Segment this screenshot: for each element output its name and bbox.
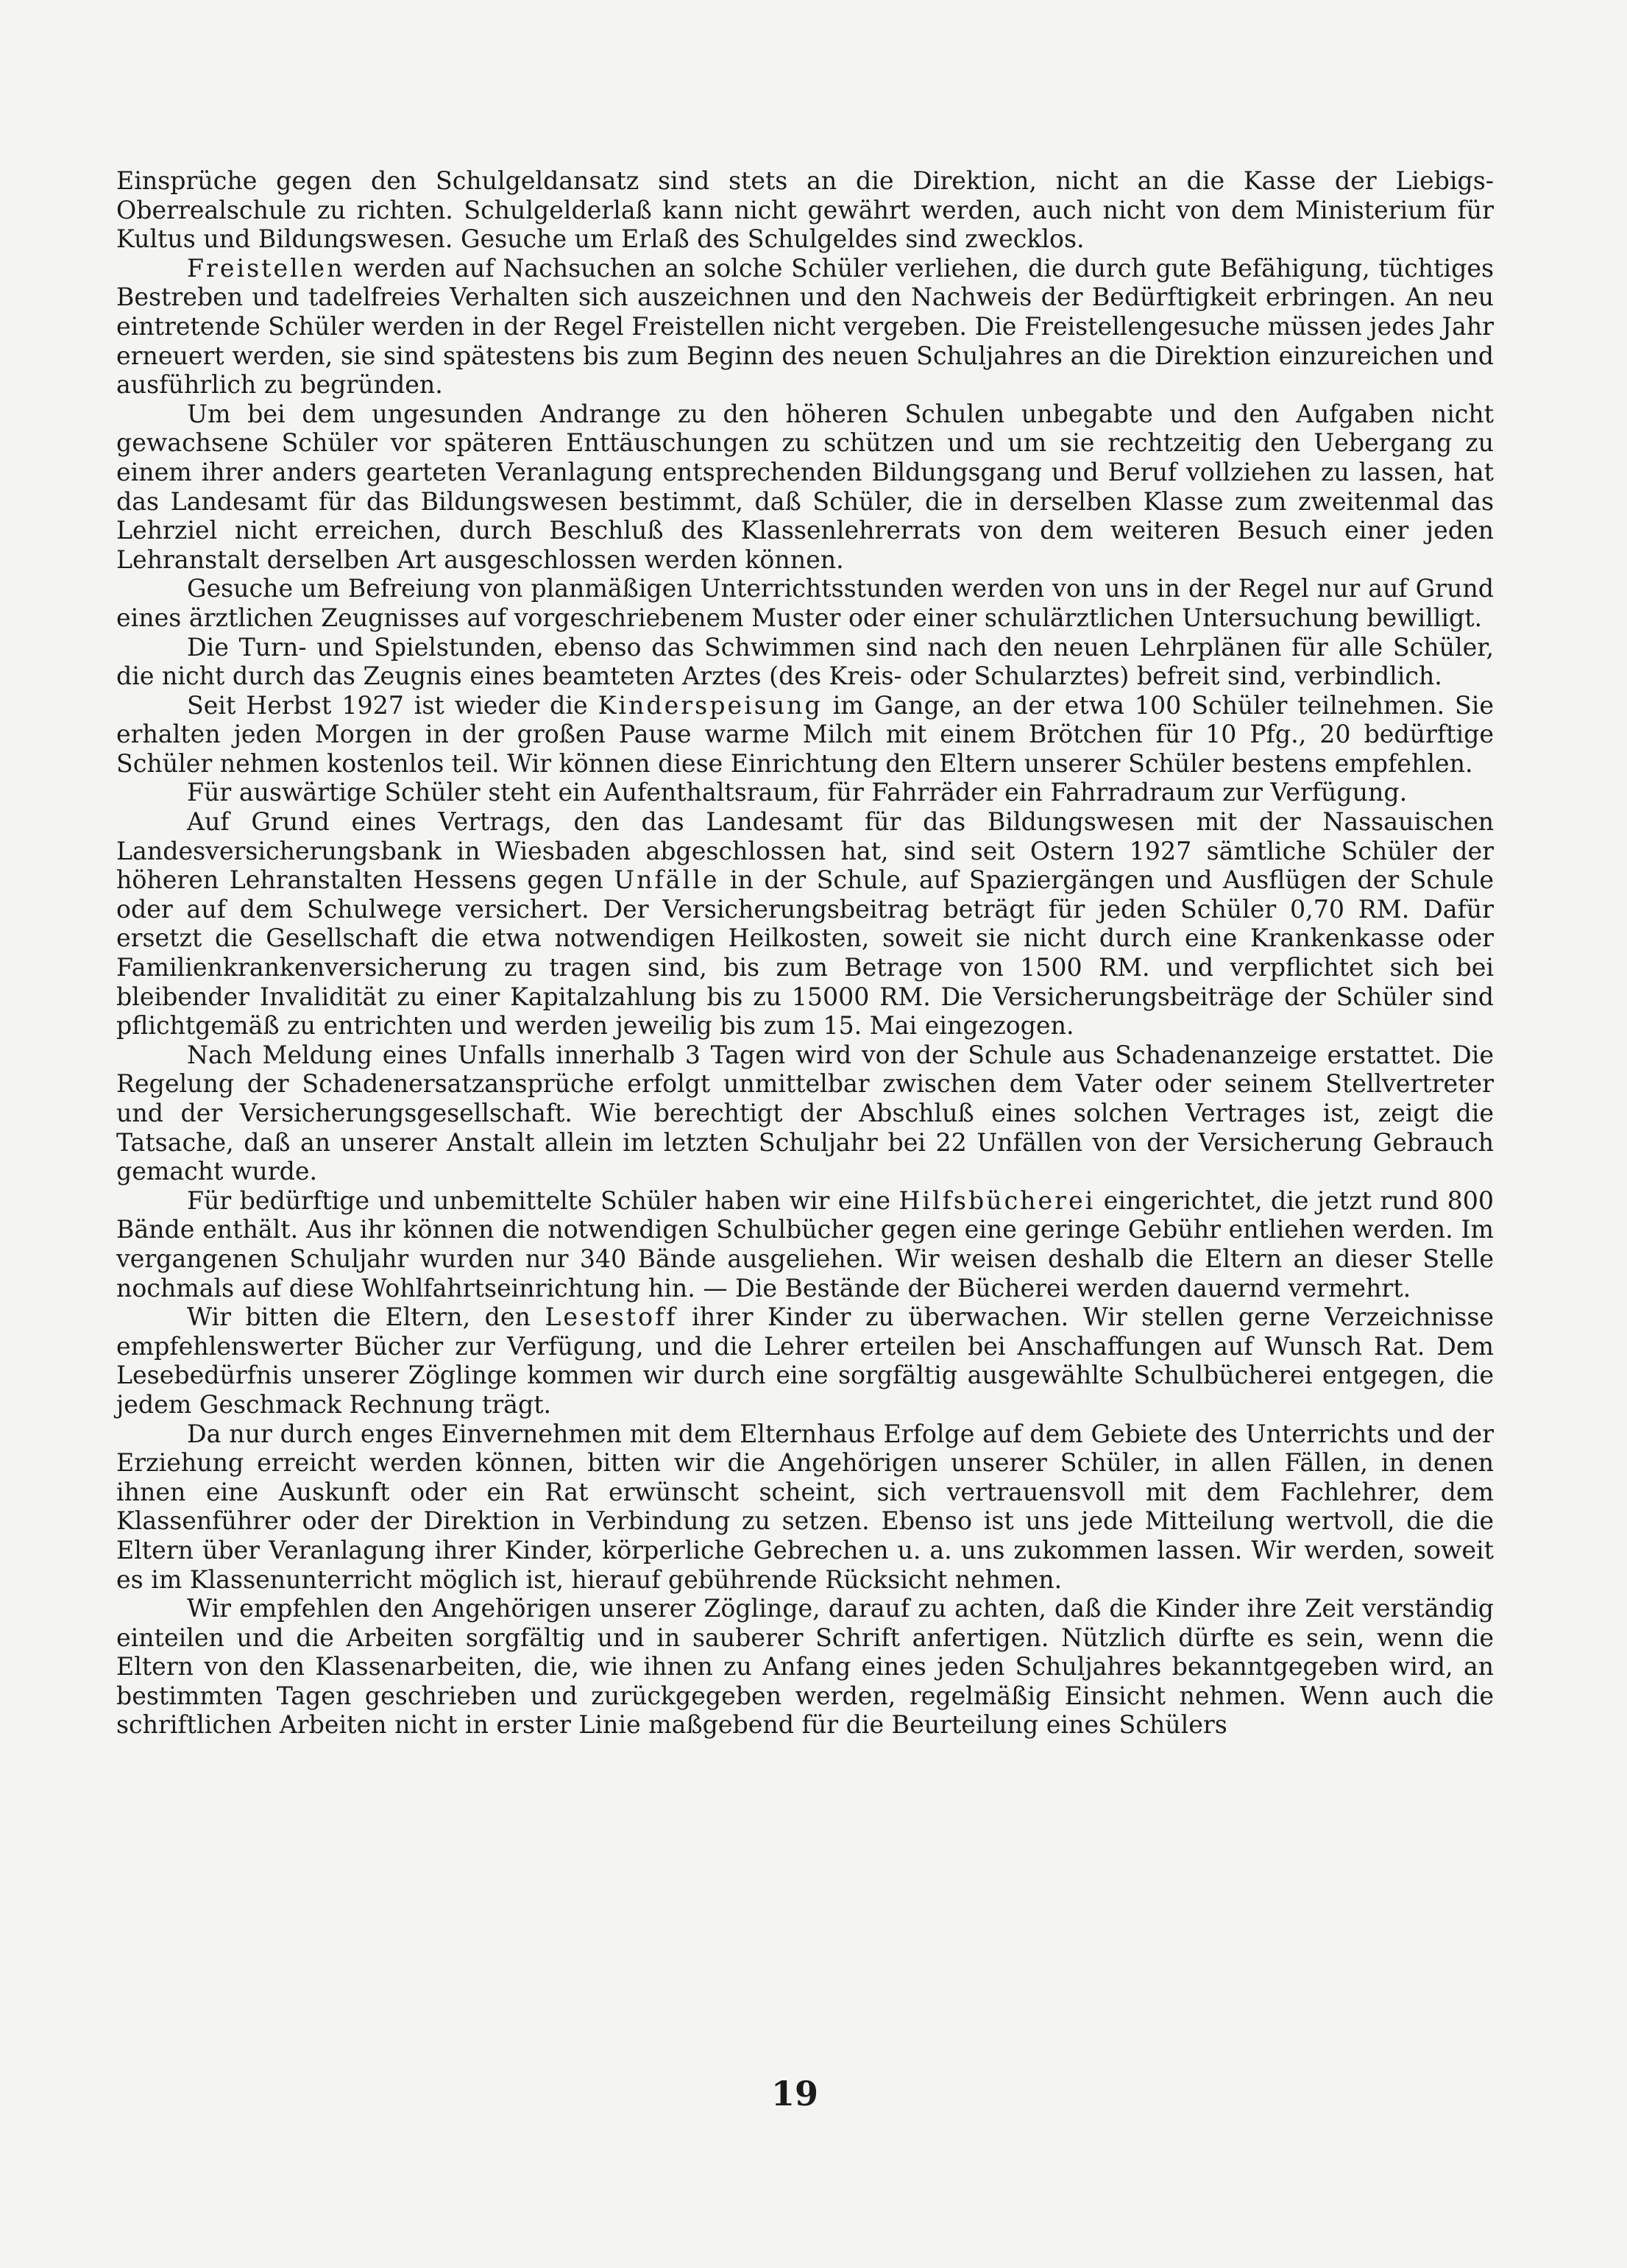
paragraph xyxy=(116,691,1494,779)
emphasized-term: Unfälle xyxy=(614,865,720,895)
paragraph xyxy=(116,574,1494,632)
emphasized-term: Lesestoff xyxy=(545,1303,678,1332)
paragraph-text: Um bei dem ungesunden Andrange zu den höheren Schulen unbegabte und den Aufgaben nicht gewachsene Schüler vor späteren Enttäuschungen zu schützen und um sie rechtzeitig den Uebergang zu einem ihrer anders gearteten Veranlagung entsprechenden Bildungsgang und Beruf vollziehen zu lassen, hat das Landesamt für das Bildungswesen bestimmt, daß Schüler, die in derselben Klasse zum zweitenmal das Lehrziel nicht erreichen, durch Beschluß des Klassenlehrerrats von dem weiteren Besuch einer jeden Lehranstalt derselben Art ausgeschlossen werden können. xyxy=(116,399,1494,574)
paragraph xyxy=(116,633,1494,691)
paragraph-text: Für auswärtige Schüler steht ein Aufenthaltsraum, für Fahrräder ein Fahrradraum zur Verfügung. xyxy=(187,778,1408,807)
paragraph-text: Einsprüche gegen den Schulgeldansatz sind stets an die Direktion, nicht an die Kasse der Liebigs-Oberrealschule zu richten. Schulgelderlaß kann nicht gewährt werden, auch nicht von dem Ministerium für Kultus und Bildungswesen. Gesuche um Erlaß des Schulgeldes sind zwecklos. xyxy=(116,166,1494,254)
paragraph-text: Gesuche um Befreiung von planmäßigen Unterrichtsstunden werden von uns in der Regel nur auf Grund eines ärztlichen Zeugnisses auf vorgeschriebenem Muster oder einer schulärztlichen Untersuchung bewilligt. xyxy=(116,574,1494,632)
paragraph-text: Da nur durch enges Einvernehmen mit dem Elternhaus Erfolge auf dem Gebiete des Unterrichts und der Erziehung erreicht werden können, bitten wir die Angehörigen unserer Schüler, in allen Fällen, in denen ihnen eine Auskunft oder ein Rat erwünscht scheint, sich vertrauensvoll mit dem Fachlehrer, dem Klassenführer oder der Direktion in Verbindung zu setzen. Ebenso ist uns jede Mitteilung wertvoll, die die Eltern über Veranlagung ihrer Kinder, körperliche Gebrechen u. a. uns zukommen lassen. Wir werden, soweit es im Klassenunterricht möglich ist, hierauf gebührende Rücksicht nehmen. xyxy=(116,1419,1494,1594)
emphasized-term: Hilfsbücherei xyxy=(898,1186,1096,1215)
paragraph-text: Die Turn- und Spielstunden, ebenso das Schwimmen sind nach den neuen Lehrplänen für alle Schüler, die nicht durch das Zeugnis eines beamteten Arztes (des Kreis- oder Schularztes) befreit sind, verbindlich. xyxy=(116,632,1494,691)
paragraph xyxy=(116,166,1494,254)
paragraph xyxy=(116,778,1494,807)
paragraph-text: werden auf Nachsuchen an solche Schüler verliehen, die durch gute Befähigung, tüchtiges Bestreben und tadelfreies Verhalten sich auszeichnen und den Nachweis der Bedürftigkeit erbringen. An neu eintretende Schüler werden in der Regel Freistellen nicht vergeben. Die Freistellengesuche müssen jedes Jahr erneuert werden, sie sind spätestens bis zum Beginn des neuen Schuljahres an die Direktion einzureichen und ausführlich zu begründen. xyxy=(116,253,1494,400)
paragraph xyxy=(116,1594,1494,1740)
paragraph xyxy=(116,807,1494,1041)
paragraph xyxy=(116,254,1494,400)
paragraph-text: in der Schule, auf Spaziergängen und Ausflügen der Schule oder auf dem Schulwege versichert. Der Versicherungsbeitrag beträgt für jeden Schüler 0,70 RM. Dafür ersetzt die Gesellschaft die etwa notwendigen Heilkosten, soweit sie nicht durch eine Krankenkasse oder Familienkrankenversicherung zu tragen sind, bis zum Betrage von 1500 RM. und verpflichtet sich bei bleibender Invalidität zu einer Kapitalzahlung bis zu 15000 RM. Die Versicherungsbeiträge der Schüler sind pflichtgemäß zu entrichten und werden jeweilig bis zum 15. Mai eingezogen. xyxy=(116,865,1494,1041)
paragraph-text: ihrer Kinder zu überwachen. Wir stellen gerne Verzeichnisse empfehlenswerter Bücher zur Verfügung, und die Lehrer erteilen bei Anschaffungen auf Wunsch Rat. Dem Lesebedürfnis unserer Zöglinge kommen wir durch eine sorgfältig ausgewählte Schulbücherei entgegen, die jedem Geschmack Rechnung trägt. xyxy=(116,1303,1494,1419)
paragraph xyxy=(116,1186,1494,1303)
paragraph-text: Auf Grund eines Vertrags, den das Landesamt für das Bildungswesen mit der Nassauischen Landesversicherungsbank in Wiesbaden abgeschlossen hat, sind seit Ostern 1927 sämtliche Schüler der höheren Lehranstalten Hessens gegen xyxy=(116,807,1494,895)
paragraph-text: im Gange, an der etwa 100 Schüler teilnehmen. Sie erhalten jeden Morgen in der großen Pause warme Milch mit einem Brötchen für 10 Pfg., 20 bedürftige Schüler nehmen kostenlos teil. Wir können diese Einrichtung den Eltern unserer Schüler bestens empfehlen. xyxy=(116,690,1494,778)
paragraph-text: Wir bitten die Eltern, den xyxy=(187,1303,545,1332)
paragraph-text: Nach Meldung eines Unfalls innerhalb 3 Tagen wird von der Schule aus Schadenanzeige erstattet. Die Regelung der Schadenersatzansprüche erfolgt unmittelbar zwischen dem Vater oder seinem Stellvertreter und der Versicherungsgesellschaft. Wie berechtigt der Abschluß eines solchen Vertrages ist, zeigt die Tatsache, daß an unserer Anstalt allein im letzten Schuljahr bei 22 Unfällen von der Versicherung Gebrauch gemacht wurde. xyxy=(116,1040,1494,1186)
paragraph xyxy=(116,400,1494,575)
paragraph xyxy=(116,1420,1494,1595)
paragraph-text: Wir empfehlen den Angehörigen unserer Zöglinge, darauf zu achten, daß die Kinder ihre Zeit verständig einteilen und die Arbeiten sorgfältig und in sauberer Schrift anfertigen. Nützlich dürfte es sein, wenn die Eltern von den Klassenarbeiten, die, wie ihnen zu Anfang eines jeden Schuljahres bekanntgegeben wird, an bestimmten Tagen geschrieben und zurückgegeben werden, regelmäßig Einsicht nehmen. Wenn auch die schriftlichen Arbeiten nicht in erster Linie maßgebend für die Beurteilung eines Schülers xyxy=(116,1594,1494,1740)
paragraph-text: Seit Herbst 1927 ist wieder die xyxy=(187,690,598,720)
emphasized-term: Freistellen xyxy=(187,253,345,283)
paragraph xyxy=(116,1041,1494,1186)
emphasized-term: Kinderspeisung xyxy=(598,690,823,720)
paragraph xyxy=(116,1303,1494,1419)
paragraph-text: Für bedürftige und unbemittelte Schüler haben wir eine xyxy=(187,1186,899,1215)
body-text xyxy=(116,166,1494,1740)
page-number: 19 xyxy=(770,2074,818,2113)
paragraph-text: eingerichtet, die jetzt rund 800 Bände enthält. Aus ihr können die notwendigen Schulbücher gegen eine geringe Gebühr entliehen werden. Im vergangenen Schuljahr wurden nur 340 Bände ausgeliehen. Wir weisen deshalb die Eltern an dieser Stelle nochmals auf diese Wohlfahrtseinrichtung hin. — Die Bestände der Bücherei werden dauernd vermehrt. xyxy=(116,1186,1494,1303)
